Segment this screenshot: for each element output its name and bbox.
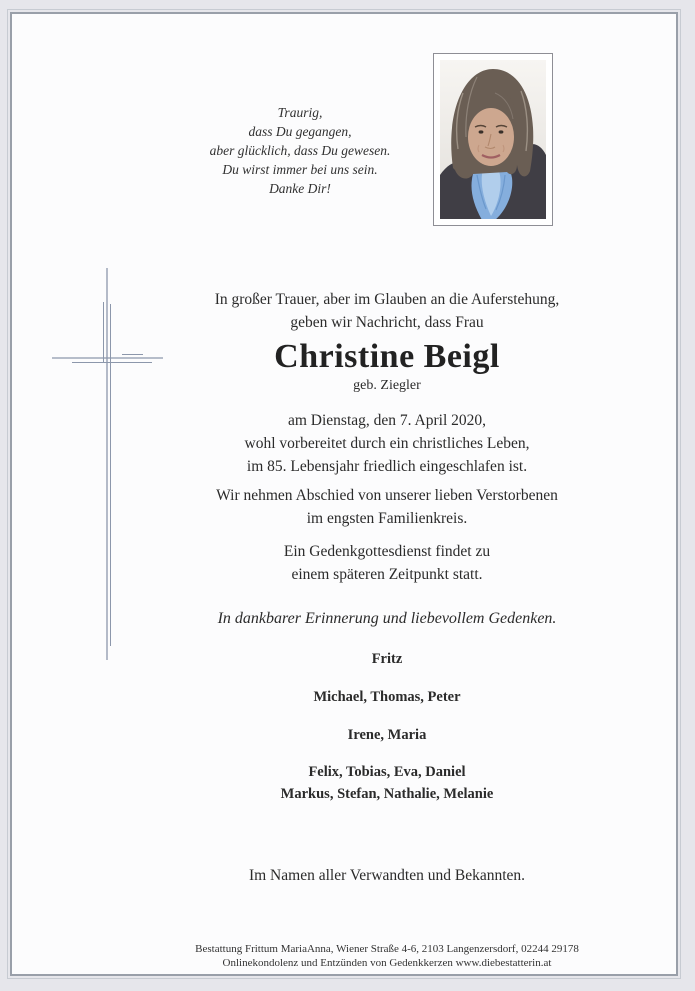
memorial-service-paragraph <box>97 540 677 586</box>
announcement-column <box>97 14 677 974</box>
mourner-group-husband: Fritz <box>371 651 403 667</box>
death-notice-line: am Dienstag, den 7. April 2020, <box>287 412 487 429</box>
poem-line: Du wirst immer bei uns sein. <box>222 162 378 177</box>
funeral-home-footer <box>97 943 677 970</box>
farewell-line: Wir nehmen Abschied von unserer lieben Verstorbenen <box>216 487 558 504</box>
farewell-line: im engsten Familienkreis. <box>306 510 468 527</box>
poem-line: dass Du gegangen, <box>248 124 352 139</box>
mourner-group-daughters-in-law: Irene, Maria <box>347 727 427 743</box>
intro-line: geben wir Nachricht, dass Frau <box>290 314 484 331</box>
mourner-line: Felix, Tobias, Eva, Daniel <box>308 764 466 780</box>
mourner-line: Markus, Stefan, Nathalie, Melanie <box>280 786 494 802</box>
deceased-maiden-name: geb. Ziegler <box>353 378 421 393</box>
deceased-name: Christine Beigl <box>274 338 500 375</box>
mourner-group-grandchildren <box>97 761 677 805</box>
remembrance-line: In dankbarer Erinnerung und liebevollem Gedenken. <box>217 610 557 627</box>
poem-line: Danke Dir! <box>269 181 331 196</box>
death-notice-line: im 85. Lebensjahr friedlich eingeschlafen ist. <box>246 458 528 475</box>
closing-line: Im Namen aller Verwandten und Bekannten. <box>248 867 526 884</box>
death-notice <box>97 409 677 478</box>
memorial-service-line: Ein Gedenkgottesdienst findet zu <box>283 543 491 560</box>
intro-line: In großer Trauer, aber im Glauben an die Auferstehung, <box>214 291 560 308</box>
memorial-service-line: einem späteren Zeitpunkt statt. <box>291 566 483 583</box>
poem-line: Traurig, <box>277 105 323 120</box>
funeral-home-address: Bestattung Frittum MariaAnna, Wiener Straße 4-6, 2103 Langenzersdorf, 02244 29178 <box>195 943 579 955</box>
mourner-group-sons: Michael, Thomas, Peter <box>313 689 461 705</box>
poem-line: aber glücklich, dass Du gewesen. <box>209 143 391 158</box>
announcement-intro <box>97 288 677 334</box>
online-condolence-info: Onlinekondolenz und Entzünden von Gedenkkerzen www.diebestatterin.at <box>222 956 552 969</box>
death-notice-line: wohl vorbereitet durch ein christliches Leben, <box>244 435 530 452</box>
farewell-paragraph <box>97 484 677 530</box>
obituary-card <box>10 12 678 976</box>
